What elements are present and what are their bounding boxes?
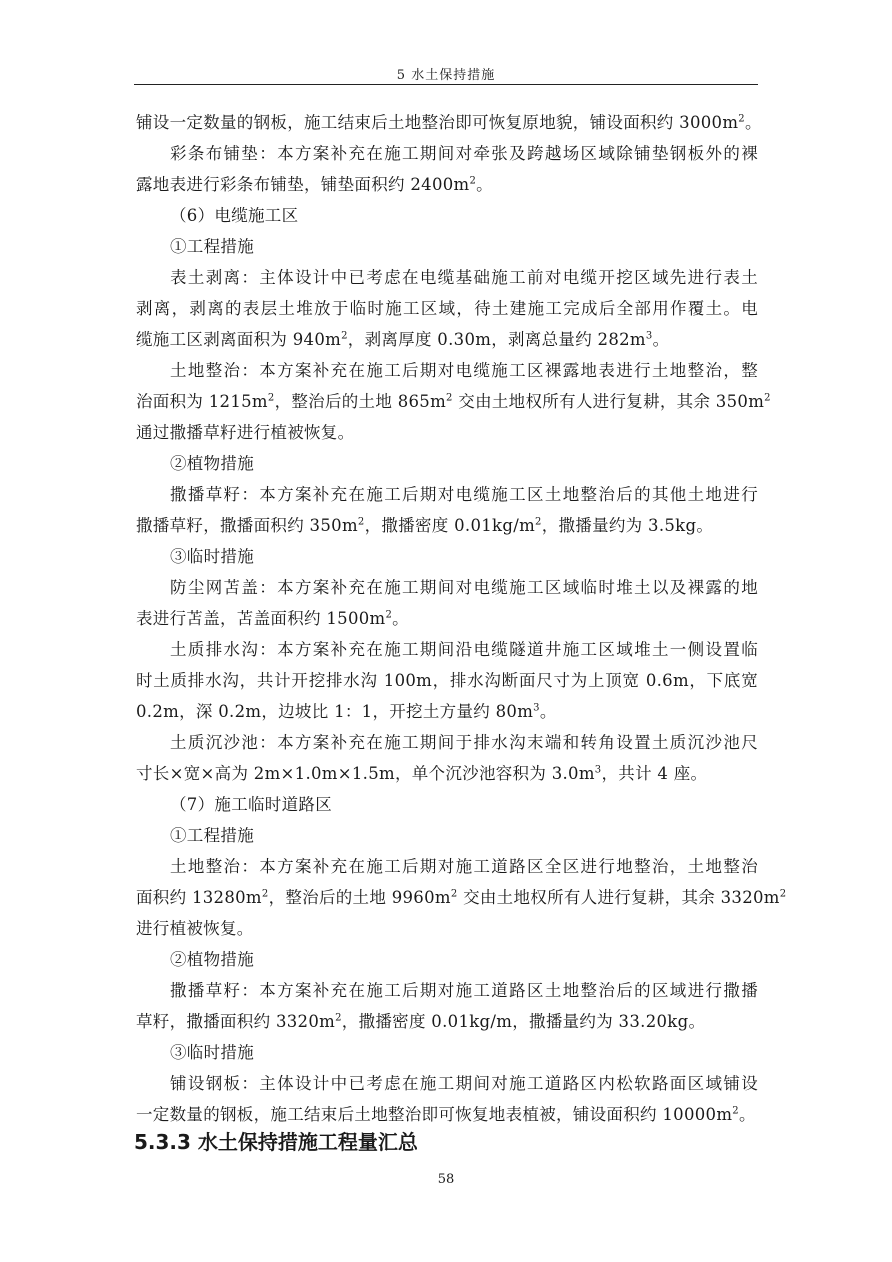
text-line: 土地整治：本方案补充在施工后期对电缆施工区裸露地表进行土地整治，整 — [170, 361, 758, 380]
text-line: （7）施工临时道路区 — [170, 795, 332, 814]
text-line: ②植物措施 — [170, 950, 254, 969]
text-line: 土质沉沙池：本方案补充在施工期间于排水沟末端和转角设置土质沉沙池尺 — [170, 733, 758, 752]
text-line: ③临时措施 — [170, 1043, 254, 1062]
text-line: ①工程措施 — [170, 826, 254, 845]
text-line: 0.2m，深 0.2m，边坡比 1：1，开挖土方量约 $80m^3$。 — [136, 702, 557, 721]
text-line: 草籽，撒播面积约 $3320m^2$，撒播密度 0.01kg/m，撒播量约为 33.20kg。 — [136, 1012, 706, 1031]
text-line: 土质排水沟：本方案补充在施工期间沿电缆隧道井施工区域堆土一侧设置临 — [170, 640, 758, 659]
text-line: 表土剥离：主体设计中已考虑在电缆基础施工前对电缆开挖区域先进行表土 — [170, 268, 758, 287]
text-line: 剥离，剥离的表层土堆放于临时施工区域，待土建施工完成后全部用作覆土。电 — [136, 299, 758, 318]
text-line: 撒播草籽：本方案补充在施工后期对电缆施工区土地整治后的其他土地进行 — [170, 485, 758, 504]
text-line: （6）电缆施工区 — [170, 206, 299, 225]
text-line: ①工程措施 — [170, 237, 254, 256]
text-line: 铺设钢板：主体设计中已考虑在施工期间对施工道路区内松软路面区域铺设 — [170, 1074, 758, 1093]
text-line: ③临时措施 — [170, 547, 254, 566]
text-line: 撒播草籽，撒播面积约 $350m^2$，撒播密度 $0.01kg/m^2$，撒播量约为 3.5kg。 — [136, 516, 714, 535]
text-line: 缆施工区剥离面积为 $940m^2$，剥离厚度 0.30m，剥离总量约 $282m^3$。 — [136, 330, 670, 349]
text-line: 寸长×宽×高为 2m×1.0m×1.5m，单个沉沙池容积为 $3.0m^3$，共计 4 座。 — [136, 764, 708, 783]
text-line: 土地整治：本方案补充在施工后期对施工道路区全区进行地整治，土地整治 — [170, 857, 758, 876]
text-line: 面积约 $13280m^2$，整治后的土地 $9960m^2$ 交由土地权所有人进行复耕，其余 $3320m^2$ — [136, 888, 787, 907]
page-number: 58 — [437, 1172, 455, 1187]
header-rule — [134, 84, 758, 85]
section-heading: 5.3.3 水土保持措施工程量汇总 — [134, 1130, 418, 1154]
text-line: 通过撒播草籽进行植被恢复。 — [136, 423, 355, 442]
text-line: 撒播草籽：本方案补充在施工后期对施工道路区土地整治后的区域进行撒播 — [170, 981, 758, 1000]
text-line: 进行植被恢复。 — [136, 919, 254, 938]
text-line: ②植物措施 — [170, 454, 254, 473]
text-line: 露地表进行彩条布铺垫，铺垫面积约 $2400m^2$。 — [136, 175, 493, 194]
text-line: 铺设一定数量的钢板，施工结束后土地整治即可恢复原地貌，铺设面积约 $3000m^2$。 — [136, 113, 762, 132]
running-header: 5 水土保持措施 — [396, 68, 496, 83]
text-line: 防尘网苫盖：本方案补充在施工期间对电缆施工区域临时堆土以及裸露的地 — [170, 578, 758, 597]
text-line: 一定数量的钢板，施工结束后土地整治即可恢复地表植被，铺设面积约 $10000m^2$。 — [136, 1105, 756, 1124]
text-line: 表进行苫盖，苫盖面积约 $1500m^2$。 — [136, 609, 409, 628]
text-line: 治面积为 $1215m^2$，整治后的土地 $865m^2$ 交由土地权所有人进行复耕，其余 $350m^2$ — [136, 392, 771, 411]
text-line: 彩条布铺垫：本方案补充在施工期间对牵张及跨越场区域除铺垫钢板外的裸 — [170, 144, 758, 163]
text-line: 时土质排水沟，共计开挖排水沟 100m，排水沟断面尺寸为上顶宽 0.6m，下底宽 — [136, 671, 758, 690]
